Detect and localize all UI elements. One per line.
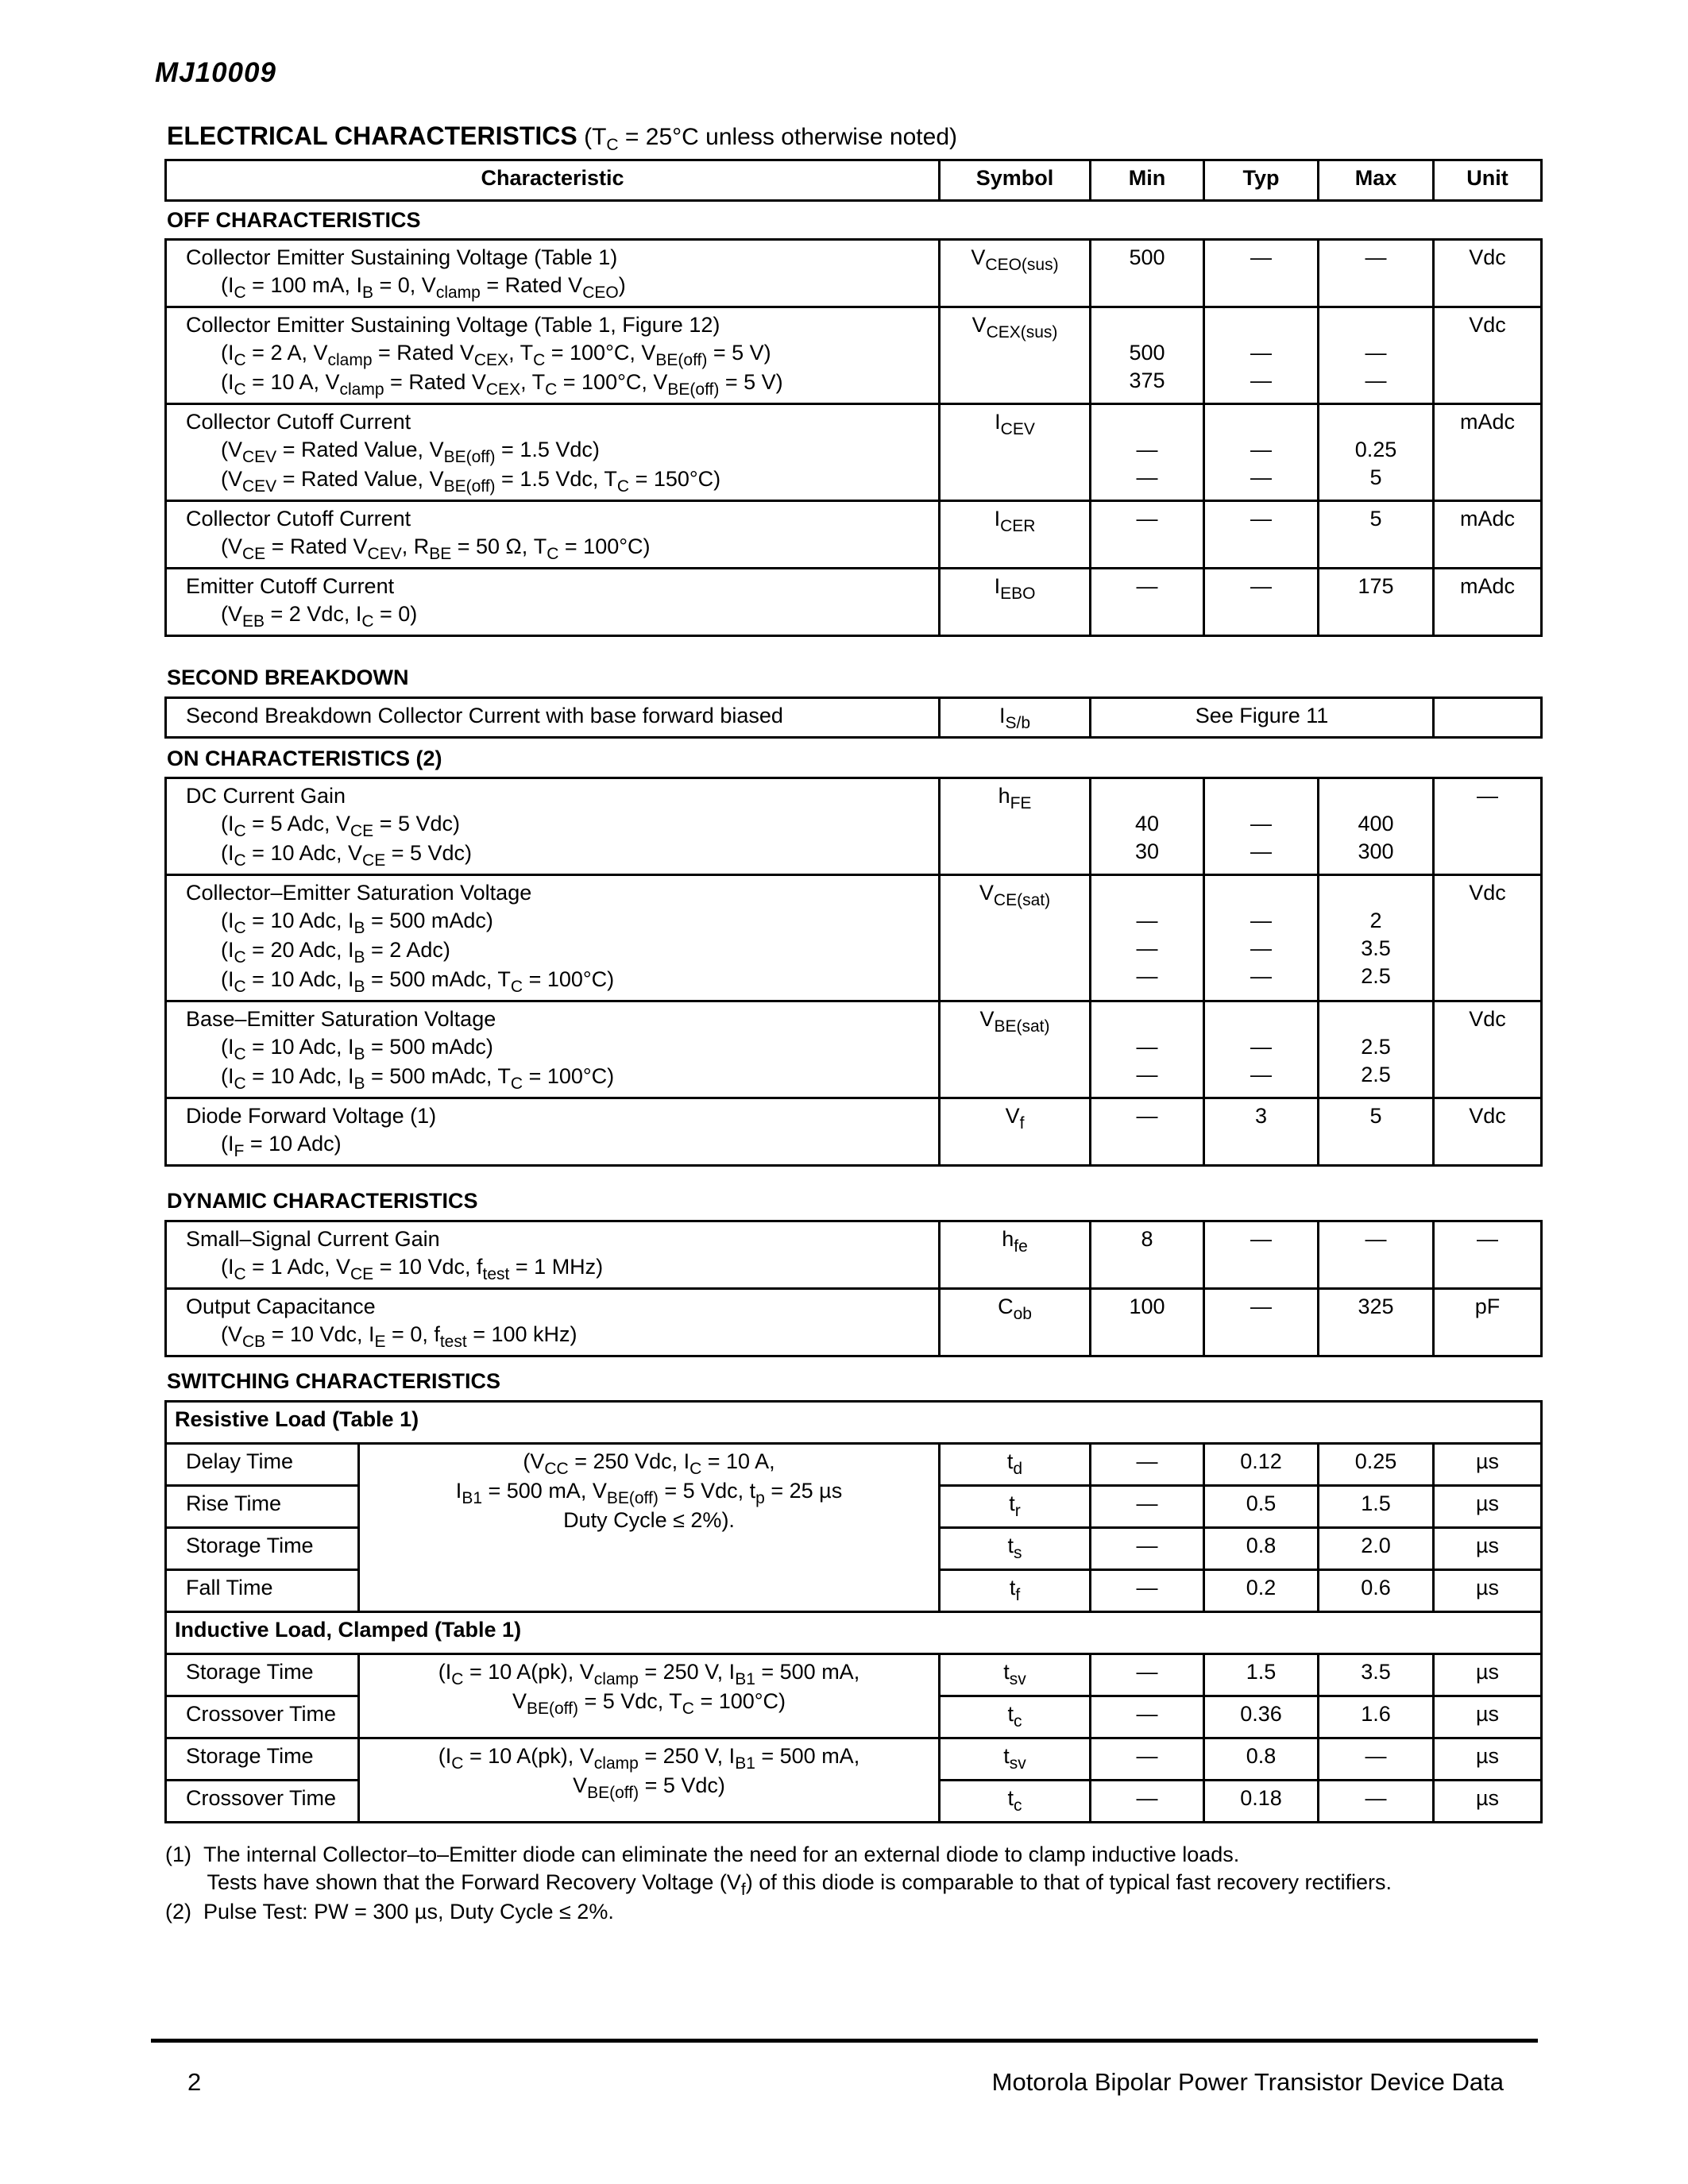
table-row <box>166 1001 1542 1098</box>
value: — <box>1319 1738 1434 1781</box>
value-stack <box>1319 875 1434 1001</box>
unit-cell: Vdc <box>1434 1001 1542 1098</box>
characteristic-name: Collector Emitter Sustaining Voltage (Table 1, Figure 12) <box>186 313 720 337</box>
switching-conditions <box>359 1654 940 1738</box>
unit-cell: µs <box>1434 1654 1542 1696</box>
test-condition: ($I_C = 10$ Adc, $V_{CE} = 5$ Vdc) <box>221 841 473 870</box>
symbol-cell: $t_{sv}$ <box>940 1654 1091 1696</box>
table-row <box>166 1738 1542 1781</box>
symbol-text: $V_{BE(sat)}$ <box>979 1007 1050 1036</box>
table-row <box>166 1098 1542 1166</box>
test-condition: ($I_C = 10$ A, $V_{clamp}$ = Rated $V_{CEX}$, $T_C = 100^\circ C$, $V_{BE(off)} = 5$ V) <box>221 370 783 399</box>
value: — <box>1250 369 1272 392</box>
symbol-cell <box>940 1098 1091 1166</box>
symbol-cell <box>940 307 1091 404</box>
col-header-typ: Typ <box>1204 160 1319 201</box>
symbol-cell: $t_f$ <box>940 1570 1091 1612</box>
symbol-text: $V_{CE(sat)}$ <box>979 881 1051 909</box>
col-header-characteristic: Characteristic <box>166 160 940 201</box>
value: — <box>1136 964 1158 988</box>
test-condition: ($V_{CE}$ = Rated $V_{CEV}$, $R_{BE} = 50$ Ω, $T_C = 100^\circ C$) <box>221 534 651 563</box>
value: 5 <box>1369 465 1382 489</box>
test-condition: ($I_F = 10$ Adc) <box>221 1132 342 1160</box>
value-stack <box>1319 1001 1434 1098</box>
value-stack <box>1319 307 1434 404</box>
test-condition: ($V_{CB} = 10$ Vdc, $I_E = 0$, $f_{test} = 100$ kHz) <box>221 1322 577 1351</box>
switching-parameter: Storage Time <box>166 1738 359 1781</box>
unit-cell: mAdc <box>1434 569 1542 636</box>
unit-cell: Vdc <box>1434 875 1542 1001</box>
page-title <box>167 122 957 154</box>
unit-cell: µs <box>1434 1781 1542 1823</box>
symbol-cell: $t_c$ <box>940 1781 1091 1823</box>
symbol-text: $V_{CEO(sus)}$ <box>971 245 1059 274</box>
symbol-cell <box>940 778 1091 875</box>
value-stack <box>1091 778 1204 875</box>
value-stack <box>1204 404 1319 501</box>
value: — <box>1204 501 1319 569</box>
condition-line: $V_{BE(off)} = 5$ Vdc, $T_C = 100^\circ C$) <box>512 1689 786 1718</box>
condition-line: Duty Cycle ≤ 2%). <box>563 1508 735 1532</box>
value: — <box>1091 1528 1204 1570</box>
value: 300 <box>1358 839 1394 863</box>
value: 2.5 <box>1361 1035 1391 1059</box>
characteristic-cell <box>166 1001 940 1098</box>
characteristic-cell <box>166 569 940 636</box>
characteristic-name: Emitter Cutoff Current <box>186 574 395 598</box>
condition-line: ($I_C = 10$ A(pk), $V_{clamp} = 250$ V, $I_{B1} = 500$ mA, <box>438 1660 860 1688</box>
switching-parameter: Storage Time <box>166 1654 359 1696</box>
second-breakdown-table <box>164 696 1543 739</box>
value: — <box>1250 839 1272 863</box>
characteristic-name: DC Current Gain <box>186 784 346 808</box>
symbol-cell: $t_{sv}$ <box>940 1738 1091 1781</box>
value: — <box>1319 1781 1434 1823</box>
value: — <box>1091 1570 1204 1612</box>
characteristic-name: Collector Cutoff Current <box>186 507 411 531</box>
characteristic-cell <box>166 240 940 307</box>
value: 8 <box>1091 1221 1204 1289</box>
part-number: MJ10009 <box>155 57 276 88</box>
footnotes <box>165 1841 1392 1926</box>
table-row <box>166 501 1542 569</box>
value: — <box>1250 964 1272 988</box>
value: — <box>1136 465 1158 489</box>
header-table <box>164 159 1543 202</box>
sb-characteristic: Second Breakdown Collector Current with base forward biased <box>166 698 940 738</box>
table-row <box>166 1221 1542 1289</box>
section-off: OFF CHARACTERISTICS <box>167 208 421 232</box>
footnote-1-cont: Tests have shown that the Forward Recovery Voltage $(V_f)$ of this diode is comparable to that of typical fast recovery rectifiers. <box>165 1870 1393 1899</box>
test-condition: ($I_C = 10$ Adc, $I_B = 500$ mAdc, $T_C = 100^\circ C$) <box>221 967 615 996</box>
unit-cell: µs <box>1434 1738 1542 1781</box>
value-stack <box>1319 404 1434 501</box>
table-row <box>166 307 1542 404</box>
sb-symbol <box>940 698 1091 738</box>
characteristic-name: Base–Emitter Saturation Voltage <box>186 1007 496 1031</box>
symbol-text: $I_{CER}$ <box>994 507 1036 535</box>
table-row <box>166 404 1542 501</box>
value: 3.5 <box>1361 936 1391 960</box>
title-note-prefix: (T <box>584 124 607 150</box>
value: — <box>1204 240 1319 307</box>
table-row <box>166 1289 1542 1356</box>
test-condition: ($I_C = 10$ Adc, $I_B = 500$ mAdc) <box>221 909 493 937</box>
characteristic-cell <box>166 1098 940 1166</box>
section-dynamic: DYNAMIC CHARACTERISTICS <box>167 1189 478 1213</box>
unit-cell: Vdc <box>1434 240 1542 307</box>
value: — <box>1250 909 1272 932</box>
value-stack <box>1091 404 1204 501</box>
value-stack <box>1204 1001 1319 1098</box>
value: — <box>1250 1035 1272 1059</box>
value: — <box>1250 438 1272 461</box>
value: 2 <box>1369 909 1382 932</box>
page-number: 2 <box>187 2068 202 2096</box>
value: — <box>1250 341 1272 365</box>
test-condition: ($I_C = 100$ mA, $I_B = 0$, $V_{clamp}$ = Rated $V_{CEO}$) <box>221 273 626 302</box>
value: — <box>1091 1781 1204 1823</box>
value: — <box>1136 1035 1158 1059</box>
table-row <box>166 1654 1542 1696</box>
table-row <box>166 240 1542 307</box>
value: 5 <box>1319 501 1434 569</box>
switching-characteristics-table <box>164 1400 1543 1823</box>
col-header-min: Min <box>1091 160 1204 201</box>
value: — <box>1250 812 1272 835</box>
value: — <box>1136 438 1158 461</box>
publication-title: Motorola Bipolar Power Transistor Device Data <box>991 2068 1504 2096</box>
value: 30 <box>1134 839 1160 863</box>
switching-parameter: Rise Time <box>166 1486 359 1528</box>
unit-cell: µs <box>1434 1570 1542 1612</box>
section-switching: SWITCHING CHARACTERISTICS <box>167 1369 500 1393</box>
symbol-cell <box>940 1221 1091 1289</box>
switching-parameter: Crossover Time <box>166 1696 359 1738</box>
switching-conditions <box>359 1444 940 1612</box>
value: 1.5 <box>1204 1654 1319 1696</box>
value-stack <box>1319 778 1434 875</box>
value: 2.5 <box>1361 964 1391 988</box>
symbol-cell <box>940 501 1091 569</box>
value: — <box>1250 936 1272 960</box>
value: — <box>1091 569 1204 636</box>
symbol-cell <box>940 240 1091 307</box>
symbol-text: $I_{CEV}$ <box>995 410 1035 438</box>
characteristic-cell <box>166 778 940 875</box>
unit-cell: pF <box>1434 1289 1542 1356</box>
table-row <box>166 778 1542 875</box>
condition-line: ($V_{CC} = 250$ Vdc, $I_C = 10$ A, <box>523 1449 775 1478</box>
col-header-max: Max <box>1319 160 1434 201</box>
value: — <box>1204 1221 1319 1289</box>
symbol-text: $C_{ob}$ <box>998 1295 1032 1323</box>
unit-cell: — <box>1434 778 1542 875</box>
value: — <box>1204 569 1319 636</box>
value: 500 <box>1091 240 1204 307</box>
footnote-2: (2) Pulse Test: PW = 300 µs, Duty Cycle ≤ 2%. <box>165 1900 614 1924</box>
section-second-breakdown: SECOND BREAKDOWN <box>167 666 409 689</box>
symbol-cell <box>940 1289 1091 1356</box>
condition-line: $I_{B1} = 500$ mA, $V_{BE(off)} = 5$ Vdc, $t_p = 25$ µs <box>455 1479 843 1507</box>
value: — <box>1365 369 1387 392</box>
value: 100 <box>1091 1289 1204 1356</box>
value: — <box>1250 1063 1272 1086</box>
value: 500 <box>1129 341 1165 365</box>
symbol-text: $I_{EBO}$ <box>994 574 1036 603</box>
symbol-text: $h_{FE}$ <box>998 784 1032 812</box>
characteristic-cell <box>166 1289 940 1356</box>
value: 40 <box>1134 812 1160 835</box>
value: 400 <box>1358 812 1394 835</box>
title-main: ELECTRICAL CHARACTERISTICS <box>167 122 577 150</box>
value-stack <box>1091 875 1204 1001</box>
value: 0.2 <box>1204 1570 1319 1612</box>
table-row <box>166 875 1542 1001</box>
condition-line: $V_{BE(off)} = 5$ Vdc) <box>573 1773 725 1802</box>
footnote-1: (1) The internal Collector–to–Emitter diode can eliminate the need for an external diode to clamp inductive loads. <box>165 1843 1240 1866</box>
value: 2.0 <box>1319 1528 1434 1570</box>
value: 5 <box>1319 1098 1434 1166</box>
value: — <box>1250 465 1272 489</box>
table-row <box>166 1444 1542 1486</box>
characteristic-name: Output Capacitance <box>186 1295 376 1318</box>
unit-cell: µs <box>1434 1528 1542 1570</box>
switching-parameter: Fall Time <box>166 1570 359 1612</box>
value: — <box>1319 1221 1434 1289</box>
value: 0.6 <box>1319 1570 1434 1612</box>
characteristic-cell <box>166 404 940 501</box>
dynamic-characteristics-table <box>164 1220 1543 1357</box>
unit-cell: µs <box>1434 1444 1542 1486</box>
unit-cell: µs <box>1434 1696 1542 1738</box>
value: 0.25 <box>1319 1444 1434 1486</box>
test-condition: ($I_C = 10$ Adc, $I_B = 500$ mAdc, $T_C = 100^\circ C$) <box>221 1064 615 1093</box>
unit-cell: — <box>1434 1221 1542 1289</box>
value: 0.36 <box>1204 1696 1319 1738</box>
symbol-cell: $t_d$ <box>940 1444 1091 1486</box>
condition-line: ($I_C = 10$ A(pk), $V_{clamp} = 250$ V, $I_{B1} = 500$ mA, <box>438 1744 860 1773</box>
title-note-suffix: = 25°C unless otherwise noted) <box>618 124 957 150</box>
symbol-cell <box>940 1001 1091 1098</box>
value: 0.25 <box>1354 438 1397 461</box>
value: 0.12 <box>1204 1444 1319 1486</box>
symbol-cell: $t_c$ <box>940 1696 1091 1738</box>
test-condition: ($I_C = 1$ Adc, $V_{CE} = 10$ Vdc, $f_{test} = 1$ MHz) <box>221 1255 604 1283</box>
characteristic-cell <box>166 1221 940 1289</box>
unit-cell: Vdc <box>1434 307 1542 404</box>
value: — <box>1091 1098 1204 1166</box>
symbol-cell <box>940 875 1091 1001</box>
switching-parameter: Delay Time <box>166 1444 359 1486</box>
title-note-sub: C <box>606 136 619 154</box>
characteristic-cell <box>166 307 940 404</box>
value: — <box>1091 501 1204 569</box>
value: 0.18 <box>1204 1781 1319 1823</box>
value: 3 <box>1204 1098 1319 1166</box>
value: 1.6 <box>1319 1696 1434 1738</box>
table-row <box>166 569 1542 636</box>
col-header-symbol: Symbol <box>940 160 1091 201</box>
value-stack <box>1204 875 1319 1001</box>
value: 375 <box>1129 369 1165 392</box>
characteristic-name: Collector Emitter Sustaining Voltage (Table 1) <box>186 245 618 269</box>
value: 325 <box>1319 1289 1434 1356</box>
value: — <box>1091 1696 1204 1738</box>
unit-cell: µs <box>1434 1486 1542 1528</box>
value: 1.5 <box>1319 1486 1434 1528</box>
switching-conditions <box>359 1738 940 1823</box>
value: 0.8 <box>1204 1528 1319 1570</box>
value: — <box>1091 1738 1204 1781</box>
value-stack <box>1091 1001 1204 1098</box>
value: — <box>1091 1654 1204 1696</box>
test-condition: ($I_C = 20$ Adc, $I_B = 2$ Adc) <box>221 938 450 967</box>
symbol-cell <box>940 404 1091 501</box>
sb-value: See Figure 11 <box>1091 698 1434 738</box>
value: 175 <box>1319 569 1434 636</box>
off-characteristics-table <box>164 238 1543 637</box>
unit-cell: mAdc <box>1434 501 1542 569</box>
resistive-load-title: Resistive Load (Table 1) <box>166 1402 1542 1444</box>
value: — <box>1136 909 1158 932</box>
value: — <box>1204 1289 1319 1356</box>
value: — <box>1365 341 1387 365</box>
symbol-cell: $t_s$ <box>940 1528 1091 1570</box>
switching-parameter: Storage Time <box>166 1528 359 1570</box>
footer-rule <box>151 2039 1538 2043</box>
value: — <box>1319 240 1434 307</box>
value: 2.5 <box>1361 1063 1391 1086</box>
value: 0.8 <box>1204 1738 1319 1781</box>
unit-cell: Vdc <box>1434 1098 1542 1166</box>
characteristic-name: Small–Signal Current Gain <box>186 1227 440 1251</box>
symbol-text: $V_f$ <box>1005 1104 1025 1133</box>
symbol-cell: $t_r$ <box>940 1486 1091 1528</box>
value: — <box>1091 1486 1204 1528</box>
symbol-cell <box>940 569 1091 636</box>
switching-parameter: Crossover Time <box>166 1781 359 1823</box>
inductive-load-title: Inductive Load, Clamped (Table 1) <box>166 1612 1542 1654</box>
value: 0.5 <box>1204 1486 1319 1528</box>
characteristic-name: Collector–Emitter Saturation Voltage <box>186 881 532 905</box>
symbol-text: $V_{CEX(sus)}$ <box>971 313 1058 341</box>
value: — <box>1091 1444 1204 1486</box>
test-condition: ($I_C = 5$ Adc, $V_{CE} = 5$ Vdc) <box>221 812 461 840</box>
unit-cell: mAdc <box>1434 404 1542 501</box>
symbol-text: $I_{S/b}$ <box>999 704 1031 732</box>
section-on: ON CHARACTERISTICS (2) <box>167 747 442 770</box>
test-condition: ($I_C = 10$ Adc, $I_B = 500$ mAdc) <box>221 1035 493 1063</box>
characteristic-name: Collector Cutoff Current <box>186 410 411 434</box>
test-condition: ($V_{EB} = 2$ Vdc, $I_C = 0$) <box>221 602 418 631</box>
value-stack <box>1204 778 1319 875</box>
table-row <box>166 698 1542 738</box>
value-stack <box>1204 307 1319 404</box>
value: 3.5 <box>1319 1654 1434 1696</box>
value-stack <box>1091 307 1204 404</box>
symbol-text: $h_{fe}$ <box>1002 1227 1028 1256</box>
on-characteristics-table <box>164 777 1543 1167</box>
test-condition: ($V_{CEV}$ = Rated Value, $V_{BE(off)} = 1.5$ Vdc) <box>221 438 600 466</box>
test-condition: ($V_{CEV}$ = Rated Value, $V_{BE(off)} = 1.5$ Vdc, $T_C = 150^\circ C$) <box>221 467 721 496</box>
characteristic-name: Diode Forward Voltage (1) <box>186 1104 437 1128</box>
col-header-unit: Unit <box>1434 160 1542 201</box>
value: — <box>1136 1063 1158 1086</box>
characteristic-cell <box>166 875 940 1001</box>
characteristic-cell <box>166 501 940 569</box>
test-condition: ($I_C = 2$ A, $V_{clamp}$ = Rated $V_{CEX}$, $T_C = 100^\circ C$, $V_{BE(off)} = 5$ V) <box>221 341 771 369</box>
value: — <box>1136 936 1158 960</box>
sb-unit <box>1434 698 1542 738</box>
